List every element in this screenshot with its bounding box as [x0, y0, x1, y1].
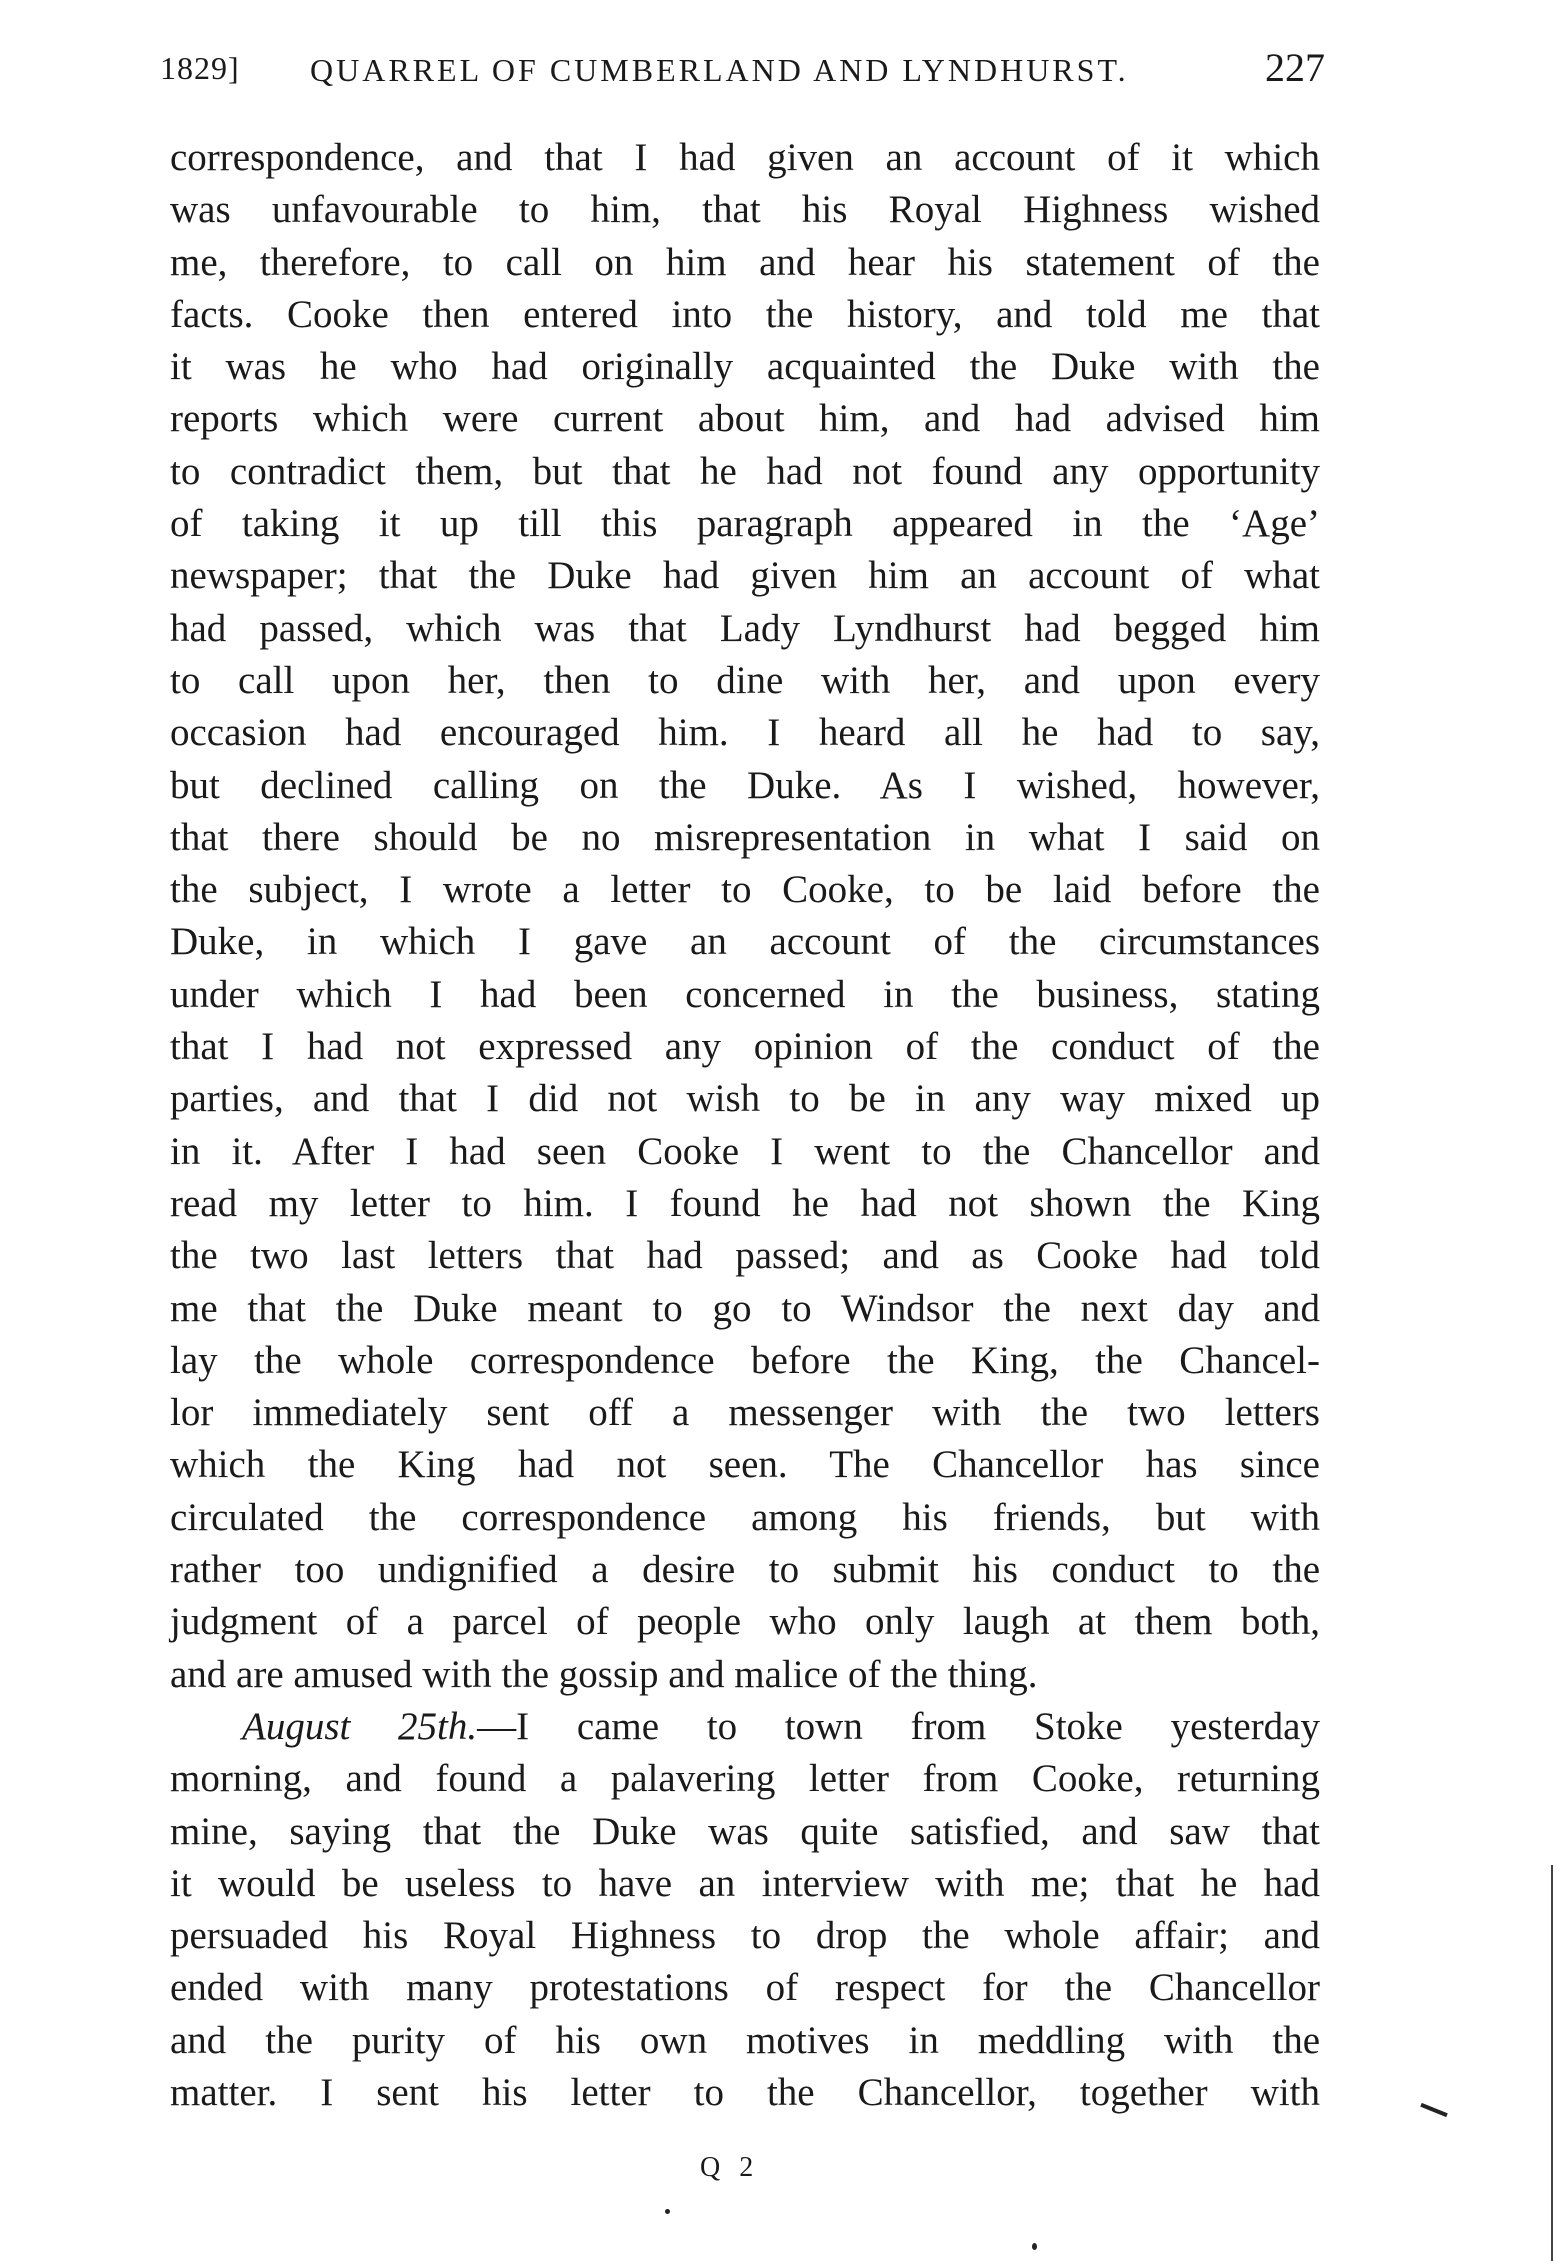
running-head-title: QUARREL OF CUMBERLAND AND LYNDHURST. [310, 52, 1129, 88]
text-line: parties, and that I did not wish to be in any way mixed up [170, 1077, 1320, 1121]
margin-mark [1420, 2103, 1447, 2117]
text-line: matter. I sent his letter to the Chancellor, together with [170, 2070, 1320, 2114]
text-line: newspaper; that the Duke had given him an account of what [170, 554, 1320, 598]
text-line: and are amused with the gossip and malice of the thing. [170, 1652, 1038, 1696]
text-line: that there should be no misrepresentation in what I said on [170, 815, 1320, 859]
text-line: it was he who had originally acquainted the Duke with the [170, 345, 1320, 389]
text-line: was unfavourable to him, that his Royal Highness wished [170, 188, 1320, 232]
scan-edge-line [1551, 1865, 1553, 2261]
paragraph-correspondence [170, 132, 1320, 1701]
text-line: lor immediately sent off a messenger with the two letters [170, 1391, 1320, 1435]
entry-text: —I came to town from Stoke yesterday [477, 1704, 1320, 1748]
signature-mark: Q 2 [700, 2152, 760, 2183]
text-line: the subject, I wrote a letter to Cooke, to be laid before the [170, 868, 1320, 912]
text-line: ended with many protestations of respect for the Chancellor [170, 1966, 1320, 2010]
text-line: facts. Cooke then entered into the history, and told me that [170, 292, 1320, 336]
text-line: under which I had been concerned in the business, stating [170, 972, 1320, 1016]
text-line: reports which were current about him, and had advised him [170, 397, 1320, 441]
ink-speck [1032, 2243, 1037, 2250]
text-line: which the King had not seen. The Chancellor has since [170, 1443, 1320, 1487]
text-line: circulated the correspondence among his friends, but with [170, 1495, 1320, 1539]
text-line: occasion had encouraged him. I heard all he had to say, [170, 711, 1320, 755]
text-line: had passed, which was that Lady Lyndhurst had begged him [170, 606, 1320, 650]
text-line: of taking it up till this paragraph appeared in the ‘Age’ [170, 502, 1320, 546]
text-line: lay the whole correspondence before the King, the Chancel- [170, 1338, 1320, 1382]
text-line: judgment of a parcel of people who only laugh at them both, [170, 1600, 1320, 1644]
body-text [170, 132, 1320, 2119]
text-line: Duke, in which I gave an account of the circumstances [170, 920, 1320, 964]
text-line: persuaded his Royal Highness to drop the whole affair; and [170, 1914, 1320, 1958]
text-line: read my letter to him. I found he had not shown the King [170, 1181, 1320, 1225]
text-line: to contradict them, but that he had not found any opportunity [170, 449, 1320, 493]
text-line [170, 1701, 1320, 1753]
text-line: me that the Duke meant to go to Windsor the next day and [170, 1286, 1320, 1330]
text-line: the two last letters that had passed; and as Cooke had told [170, 1234, 1320, 1278]
text-line: that I had not expressed any opinion of the conduct of the [170, 1025, 1320, 1069]
page-number: 227 [1265, 45, 1325, 90]
paragraph-august-25th [170, 1701, 1320, 2119]
ink-speck [665, 2209, 670, 2214]
text-line: me, therefore, to call on him and hear his statement of the [170, 240, 1320, 284]
text-line: correspondence, and that I had given an account of it which [170, 136, 1320, 179]
text-line: it would be useless to have an interview with me; that he had [170, 1861, 1320, 1905]
text-line: in it. After I had seen Cooke I went to the Chancellor and [170, 1129, 1320, 1173]
text-line: mine, saying that the Duke was quite satisfied, and saw that [170, 1809, 1320, 1853]
text-line: but declined calling on the Duke. As I wished, however, [170, 763, 1320, 807]
entry-date: August 25th. [242, 1704, 478, 1748]
running-head [160, 44, 1325, 104]
text-line: and the purity of his own motives in meddling with the [170, 2018, 1320, 2062]
text-line: to call upon her, then to dine with her, and upon every [170, 658, 1320, 702]
running-head-year: 1829] [160, 50, 240, 86]
text-line: morning, and found a palavering letter from Cooke, returning [170, 1757, 1320, 1801]
text-line: rather too undignified a desire to submit his conduct to the [170, 1548, 1320, 1592]
